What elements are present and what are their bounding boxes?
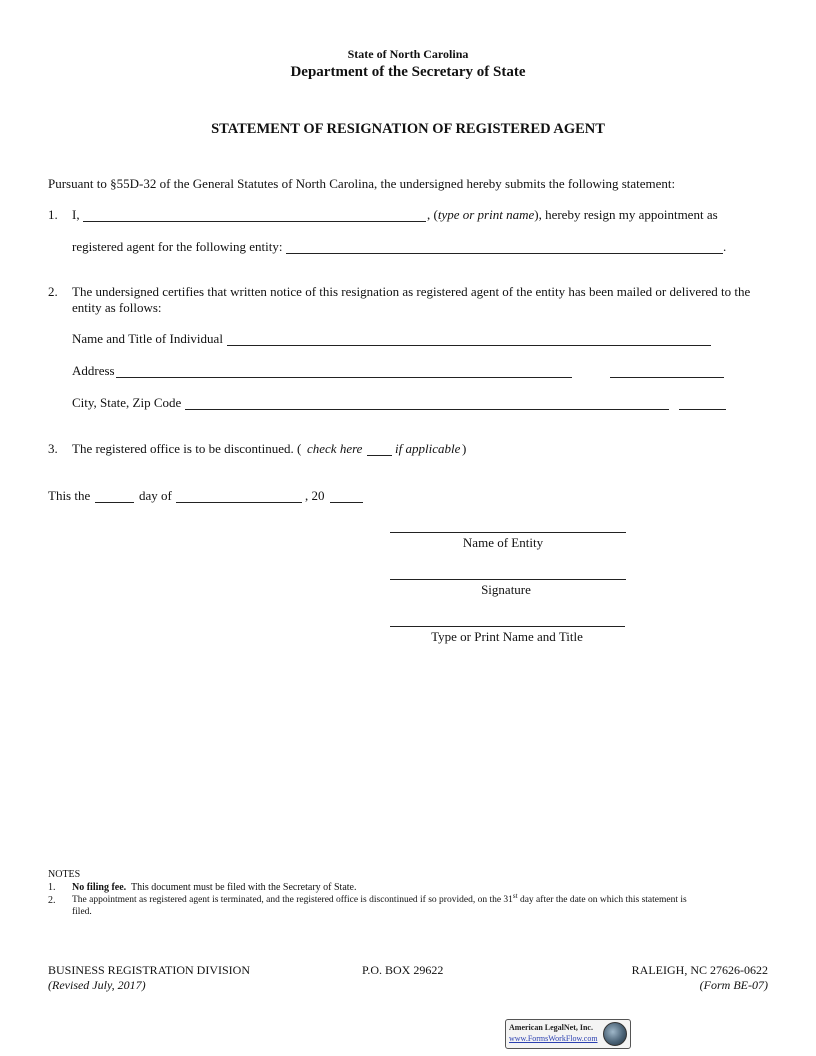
name-title-label: Type or Print Name and Title bbox=[431, 629, 583, 644]
entity-label: Name of Entity bbox=[462, 535, 544, 550]
signature-line[interactable] bbox=[390, 579, 626, 580]
year-field[interactable] bbox=[330, 502, 363, 503]
department-name: Department of the Secretary of State bbox=[290, 64, 526, 80]
individual-name-label: Name and Title of Individual bbox=[72, 331, 223, 346]
footer-division: BUSINESS REGISTRATION DIVISION bbox=[48, 963, 251, 977]
item1-hint: type or print name bbox=[437, 207, 535, 222]
note2: The appointment as registered agent is terminated, and the registered office is discontinued if so provided, on the 31st day after the date on which this statement is bbox=[72, 891, 687, 905]
badge-url[interactable]: www.FormsWorkFlow.com bbox=[509, 1034, 598, 1043]
zip-extra-field[interactable] bbox=[679, 409, 726, 410]
name-title-line[interactable] bbox=[390, 626, 625, 627]
note2-number: 2. bbox=[48, 895, 56, 906]
signature-label: Signature bbox=[481, 582, 531, 597]
item3-check-here: check here bbox=[307, 441, 363, 456]
address-extra-field[interactable] bbox=[610, 377, 724, 378]
item1-entity-label: registered agent for the following entity: bbox=[72, 239, 283, 254]
item2-text-line2: entity as follows: bbox=[72, 300, 162, 315]
footer-revised: (Revised July, 2017) bbox=[48, 978, 146, 992]
item2-text-line1: The undersigned certifies that written notice of this resignation as registered agent of the entity has been mailed or delivered to the bbox=[72, 284, 751, 299]
item1-number: 1. bbox=[48, 207, 58, 222]
individual-name-field[interactable] bbox=[227, 345, 711, 346]
day-of-label: day of bbox=[139, 488, 172, 503]
discontinue-checkbox-field[interactable] bbox=[367, 455, 392, 456]
note1: No filing fee. This document must be filed with the Secretary of State. bbox=[72, 882, 357, 893]
year-prefix-label: , 20 bbox=[305, 488, 325, 503]
footer-city: RALEIGH, NC 27626-0622 bbox=[631, 963, 768, 977]
address-field[interactable] bbox=[116, 377, 572, 378]
state-name: State of North Carolina bbox=[347, 47, 469, 61]
item3-close: ) bbox=[462, 441, 467, 456]
city-state-zip-label: City, State, Zip Code bbox=[72, 395, 182, 410]
notes-heading: NOTES bbox=[48, 869, 81, 880]
footer-form-number: (Form BE-07) bbox=[699, 978, 768, 992]
item3-number: 3. bbox=[48, 441, 58, 456]
address-label: Address bbox=[72, 363, 115, 378]
legalnet-badge[interactable] bbox=[505, 1019, 631, 1049]
item3-if-applicable: if applicable bbox=[395, 441, 461, 456]
item2-number: 2. bbox=[48, 284, 58, 299]
entity-name-field[interactable] bbox=[286, 253, 723, 254]
item1-line-end: . bbox=[723, 239, 727, 254]
note1-number: 1. bbox=[48, 882, 56, 893]
form-title: STATEMENT OF RESIGNATION OF REGISTERED AGENT bbox=[211, 121, 605, 137]
entity-signature-line[interactable] bbox=[390, 532, 626, 533]
item1-hint-line: , (type or print name), hereby resign my appointment as bbox=[427, 207, 718, 222]
this-the-label: This the bbox=[48, 488, 91, 503]
month-field[interactable] bbox=[176, 502, 302, 503]
intro-text: Pursuant to §55D-32 of the General Statutes of North Carolina, the undersigned hereby submits the following statement: bbox=[48, 176, 676, 191]
note2-line2: filed. bbox=[72, 907, 92, 917]
globe-icon bbox=[603, 1022, 627, 1046]
item3-text: The registered office is to be discontinued. ( bbox=[72, 441, 302, 456]
footer-po-box: P.O. BOX 29622 bbox=[362, 963, 444, 977]
city-state-zip-field[interactable] bbox=[185, 409, 669, 410]
badge-company: American LegalNet, Inc. bbox=[509, 1023, 593, 1032]
agent-name-field[interactable] bbox=[83, 221, 426, 222]
day-field[interactable] bbox=[95, 502, 134, 503]
item1-prefix: I, bbox=[72, 207, 80, 222]
